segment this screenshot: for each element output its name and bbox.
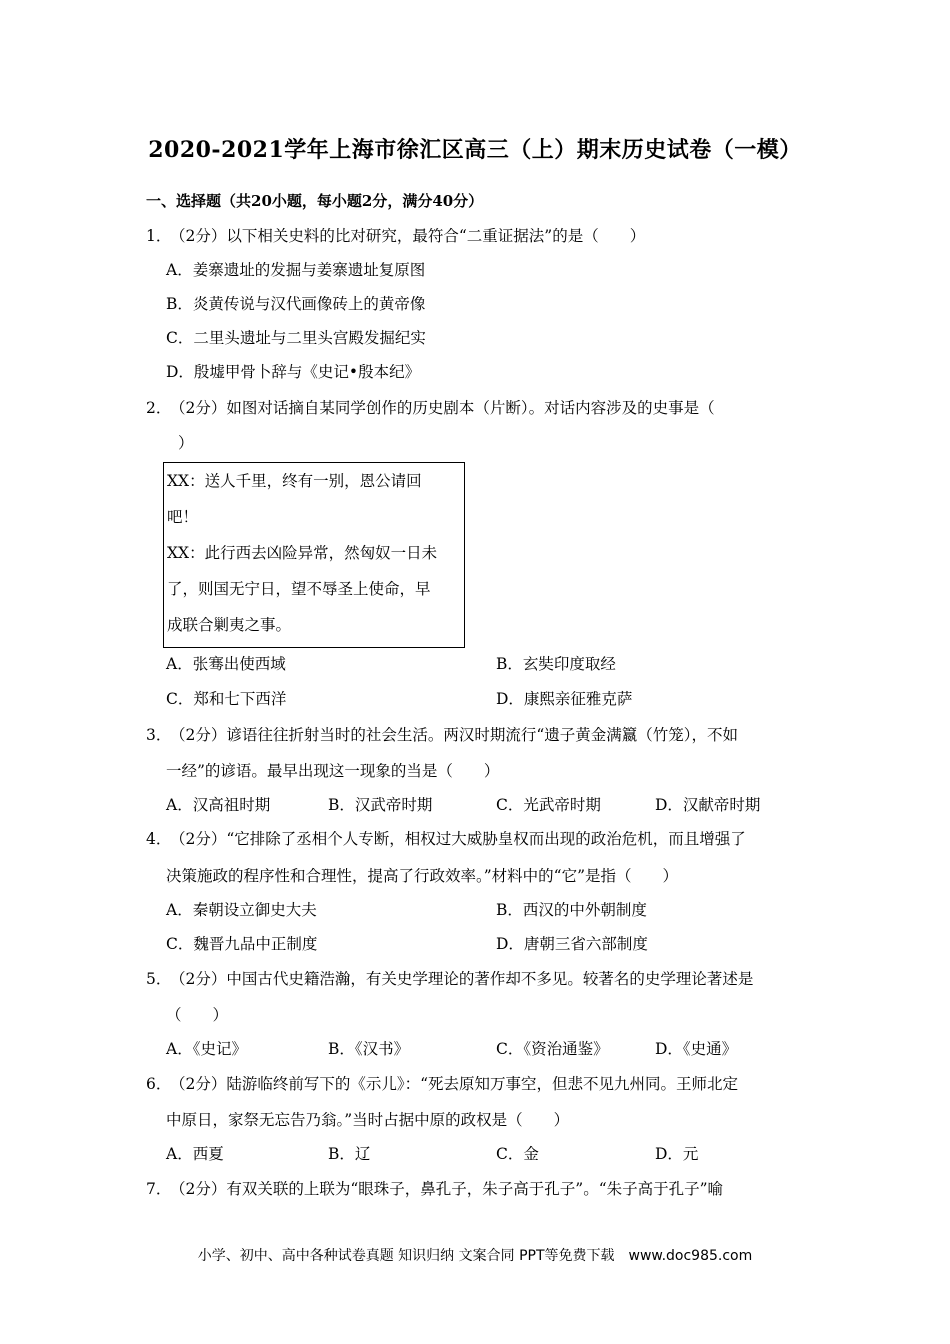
question-number: 6． [146, 1075, 172, 1093]
q3-option-b: B．汉武帝时期 [328, 796, 433, 814]
q2-option-d: D．康熙亲征雅克萨 [496, 690, 633, 708]
page-title: 2020-2021学年上海市徐汇区高三（上）期末历史试卷（一模） [148, 137, 802, 163]
question-7-stem [146, 1177, 723, 1199]
dialog-line: XX：送人千里，终有一别，恩公请回 [167, 472, 422, 490]
q1-option-a: A．姜寨遗址的发掘与姜寨遗址复原图 [166, 261, 426, 279]
section-heading: 一、选择题（共20小题，每小题2分，满分40分） [146, 192, 484, 210]
q6-option-b: B．辽 [328, 1145, 371, 1163]
dialog-line: 了，则国无宁日，望不辱圣上使命，早 [167, 580, 431, 598]
q2-option-b: B．玄奘印度取经 [496, 655, 616, 673]
q4-option-d: D．唐朝三省六部制度 [496, 935, 648, 953]
q1-option-d: D．殷墟甲骨卜辞与《史记•殷本纪》 [166, 363, 421, 381]
q6-option-d: D．元 [655, 1145, 699, 1163]
question-number: 5． [146, 970, 172, 988]
question-number: 2． [146, 399, 172, 417]
question-2-stem [146, 396, 715, 418]
q5-option-b: B．《汉书》 [328, 1040, 410, 1058]
dialog-line: 吧！ [167, 508, 199, 526]
question-5-stem [146, 967, 753, 989]
q5-option-a: A．《史记》 [166, 1040, 247, 1058]
q6-option-a: A．西夏 [166, 1145, 224, 1163]
q3-option-d: D．汉献帝时期 [655, 796, 761, 814]
question-stem-line: （2分）陆游临终前写下的《示儿》：“死去原知万事空，但悲不见九州同。王师北定 [170, 1075, 739, 1093]
question-stem-line: （2分）如图对话摘自某同学创作的历史剧本（片断）。对话内容涉及的史事是（ [170, 399, 715, 417]
q6-option-c: C．金 [496, 1145, 539, 1163]
question-number: 3． [146, 726, 172, 744]
question-stem-line: 中原日，家祭无忘告乃翁。”当时占据中原的政权是（ ） [166, 1111, 570, 1129]
q1-option-c: C．二里头遗址与二里头宫殿发掘纪实 [166, 329, 426, 347]
q4-option-c: C．魏晋九品中正制度 [166, 935, 318, 953]
page-footer: 小学、初中、高中各种试卷真题 知识归纳 文案合同 PPT等免费下载 www.doc985.com [197, 1248, 753, 1264]
question-number: 1． [146, 227, 172, 245]
q2-option-c: C．郑和七下西洋 [166, 690, 287, 708]
question-stem-line: （2分）有双关联的上联为“眼珠子，鼻孔子，朱子高于孔子”。“朱子高于孔子”喻 [170, 1180, 724, 1198]
question-stem-line: 一经”的谚语。最早出现这一现象的当是（ ） [166, 762, 500, 780]
dialog-line: XX：此行西去凶险异常，然匈奴一日未 [167, 544, 438, 562]
q4-option-b: B．西汉的中外朝制度 [496, 901, 647, 919]
question-1-stem [146, 224, 645, 246]
q3-option-c: C．光武帝时期 [496, 796, 601, 814]
q5-option-c: C．《资治通鉴》 [496, 1040, 609, 1058]
question-3-stem [146, 723, 738, 745]
q4-option-a: A．秦朝设立御史大夫 [166, 901, 317, 919]
question-number: 4． [146, 830, 172, 848]
question-stem-line: （2分）谚语往往折射当时的社会生活。两汉时期流行“遗子黄金满籝（竹笼），不如 [170, 726, 739, 744]
question-stem-line: ） [178, 434, 194, 452]
q1-option-b: B．炎黄传说与汉代画像砖上的黄帝像 [166, 295, 426, 313]
q3-option-a: A．汉高祖时期 [166, 796, 271, 814]
question-number: 7． [146, 1180, 172, 1198]
question-6-stem [146, 1072, 738, 1094]
question-stem-line: （2分）中国古代史籍浩瀚，有关史学理论的著作却不多见。较著名的史学理论著述是 [170, 970, 754, 988]
question-4-stem [146, 827, 746, 849]
dialog-line: 成联合剿夷之事。 [167, 616, 292, 634]
question-stem-line: （2分）以下相关史料的比对研究，最符合“二重证据法”的是（ ） [170, 227, 646, 245]
question-stem-line: （2分）“它排除了丞相个人专断，相权过大威胁皇权而出现的政治危机，而且增强了 [170, 830, 746, 848]
question-stem-line: （ ） [166, 1006, 229, 1024]
question-stem-line: 决策施政的程序性和合理性，提高了行政效率。”材料中的“它”是指（ ） [166, 867, 679, 885]
q2-option-a: A．张骞出使西域 [166, 655, 286, 673]
dialog-box [163, 462, 465, 648]
q5-option-d: D．《史通》 [655, 1040, 738, 1058]
